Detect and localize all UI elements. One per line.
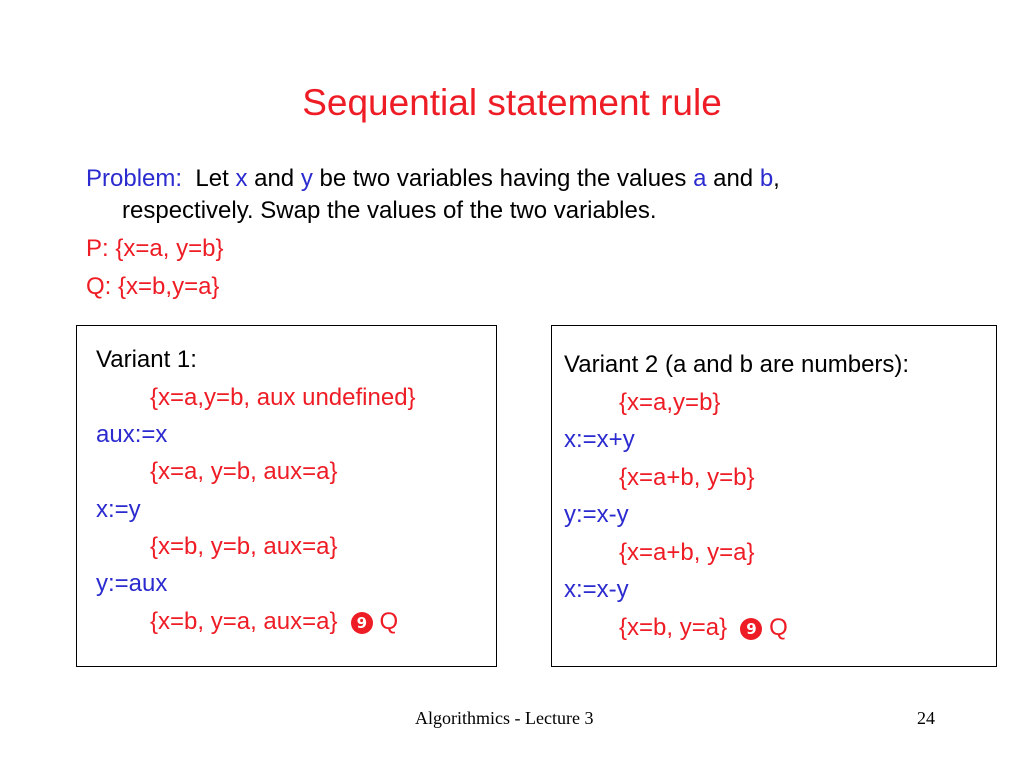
postcondition-value: {x=b,y=a} bbox=[118, 273, 220, 300]
precondition-label: P: bbox=[86, 235, 109, 262]
implies-icon: 9 bbox=[351, 612, 373, 634]
var-x: x bbox=[235, 165, 248, 192]
footer-course: Algorithmics - Lecture 3 bbox=[415, 708, 594, 728]
postcondition bbox=[86, 273, 219, 301]
precondition-value: {x=a, y=b} bbox=[115, 235, 224, 262]
variant-2-heading: Variant 2 (a and b are numbers): bbox=[564, 351, 910, 378]
statement: y:=aux bbox=[96, 570, 168, 597]
implies-icon: 9 bbox=[740, 618, 762, 640]
statement: x:=x-y bbox=[564, 576, 629, 603]
variant-2-box bbox=[551, 325, 997, 667]
final-assertion bbox=[150, 608, 398, 636]
assertion: {x=a,y=b, aux undefined} bbox=[150, 384, 416, 411]
slide-title: Sequential statement rule bbox=[302, 82, 722, 123]
variant-1-heading: Variant 1: bbox=[96, 346, 197, 373]
statement: x:=x+y bbox=[564, 426, 635, 453]
postcondition-label: Q: bbox=[86, 273, 112, 300]
assertion: {x=a, y=b, aux=a} bbox=[150, 458, 338, 485]
statement: aux:=x bbox=[96, 421, 168, 448]
assertion: {x=a+b, y=b} bbox=[619, 464, 755, 491]
final-assertion bbox=[619, 614, 788, 642]
problem-text: be two variables having the values bbox=[319, 165, 687, 192]
problem-statement bbox=[86, 163, 946, 227]
page-number: 24 bbox=[917, 708, 935, 728]
problem-label: Problem: bbox=[86, 165, 183, 192]
statement: y:=x-y bbox=[564, 501, 629, 528]
problem-text: and bbox=[254, 165, 295, 192]
problem-text: Let bbox=[195, 165, 229, 192]
value-a: a bbox=[693, 165, 707, 192]
problem-text: and bbox=[713, 165, 754, 192]
assertion: {x=b, y=b, aux=a} bbox=[150, 533, 338, 560]
assertion: {x=b, y=a} bbox=[619, 614, 728, 641]
problem-line-1 bbox=[86, 163, 946, 195]
implies-target: Q bbox=[379, 608, 399, 635]
variant-1-box bbox=[76, 325, 497, 667]
var-y: y bbox=[300, 165, 313, 192]
statement: x:=y bbox=[96, 496, 141, 523]
assertion: {x=b, y=a, aux=a} bbox=[150, 608, 338, 635]
assertion: {x=a,y=b} bbox=[619, 389, 721, 416]
precondition bbox=[86, 235, 223, 263]
implies-target: Q bbox=[769, 614, 788, 641]
value-b: b bbox=[759, 165, 774, 192]
problem-line-2: respectively. Swap the values of the two variables. bbox=[122, 197, 657, 224]
problem-text: , bbox=[773, 165, 780, 192]
assertion: {x=a+b, y=a} bbox=[619, 539, 755, 566]
